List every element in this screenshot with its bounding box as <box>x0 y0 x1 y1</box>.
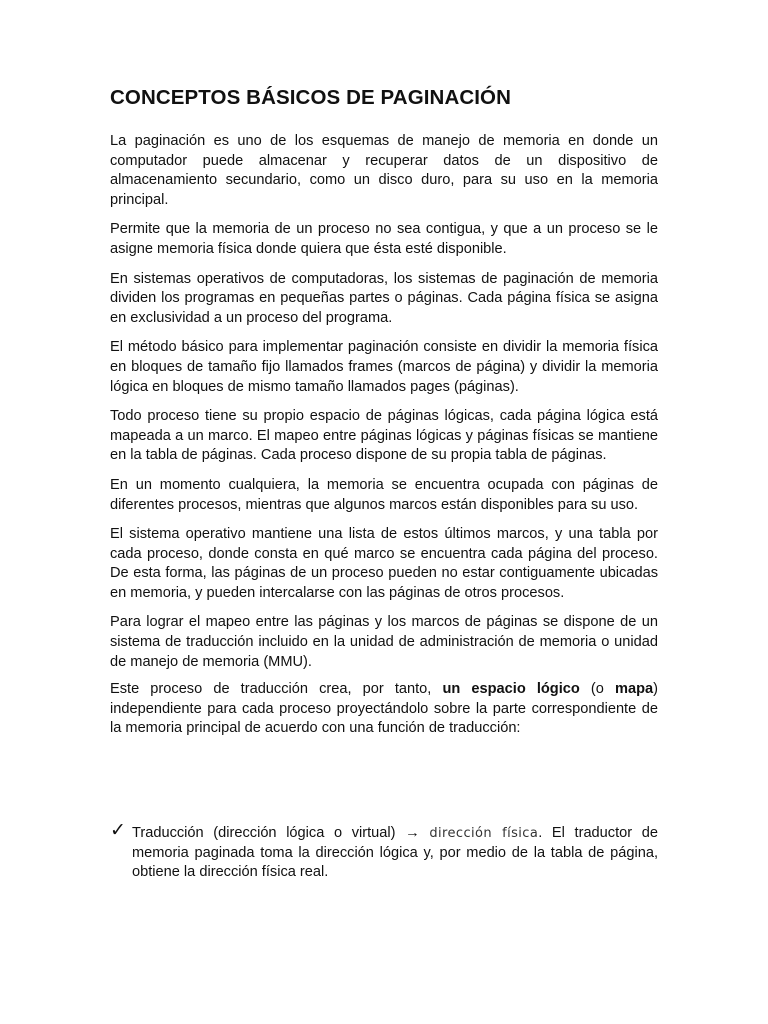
text-run: Este proceso de traducción crea, por tanto, <box>110 681 443 698</box>
checklist-item-text <box>132 824 658 883</box>
text-run: ) independiente para cada proceso proyectándolo sobre la parte correspondiente de la memoria principal de acuerdo con una función de traducción: <box>110 681 658 737</box>
checklist-item-traduccion <box>110 820 658 883</box>
bold-term-espacio-logico: un espacio lógico <box>442 681 580 698</box>
paragraph-paginas-logicas: Todo proceso tiene su propio espacio de páginas lógicas, cada página lógica está mapeada a un marco. El mapeo entre páginas lógicas y páginas físicas se mantiene en la tabla de páginas. Cada proceso dispone de su propia tabla de páginas. <box>110 408 658 464</box>
text-run: . El traductor de memoria paginada toma la dirección lógica y, por medio de la tabla de página, obtiene la dirección física real. <box>132 825 658 881</box>
document-body <box>110 132 658 749</box>
text-run: (o <box>579 681 615 698</box>
paragraph-metodo-basico: El método básico para implementar paginación consiste en dividir la memoria física en bloques de tamaño fijo llamados frames (marcos de página) y dividir la memoria lógica en bloques de mismo tamaño llamados pages (páginas). <box>110 339 658 395</box>
paragraph-mmu: Para lograr el mapeo entre las páginas y los marcos de páginas se dispone de un sistema de traducción incluido en la unidad de administración de memoria o unidad de manejo de memoria (MMU). <box>110 614 658 670</box>
page-title: CONCEPTOS BÁSICOS DE PAGINACIÓN <box>110 86 511 109</box>
text-run: Traducción (dirección lógica o virtual) → <box>132 825 430 841</box>
paragraph-momento-cualquiera: En un momento cualquiera, la memoria se encuentra ocupada con páginas de diferentes procesos, mientras que algunos marcos están disponibles para su uso. <box>110 476 658 513</box>
paragraph-sistemas-operativos: En sistemas operativos de computadoras, los sistemas de paginación de memoria dividen los programas en pequeñas partes o páginas. Cada página física se asigna en exclusividad a un proceso del programa. <box>110 270 658 326</box>
paragraph-paginacion-definicion: La paginación es uno de los esquemas de manejo de memoria en donde un computador puede almacenar y recuperar datos de un dispositivo de almacenamiento secundario, como un disco duro, para su uso en la memoria principal. <box>110 133 658 208</box>
checkmark-icon: ✓ <box>110 820 126 841</box>
paragraph-lista-marcos: El sistema operativo mantiene una lista de estos últimos marcos, y una tabla por cada proceso, donde consta en qué marco se encuentra cada página del proceso. De esta forma, las páginas de un proceso pueden no estar contiguamente ubicadas en memoria, y pueden intercalarse con las páginas de otros procesos. <box>110 526 658 601</box>
bold-term-mapa: mapa <box>615 681 654 698</box>
term-direccion-fisica: dirección física <box>429 826 539 841</box>
paragraph-espacio-logico <box>110 680 658 739</box>
paragraph-memoria-no-contigua: Permite que la memoria de un proceso no sea contigua, y que a un proceso se le asigne memoria física donde quiera que ésta esté disponible. <box>110 221 658 257</box>
